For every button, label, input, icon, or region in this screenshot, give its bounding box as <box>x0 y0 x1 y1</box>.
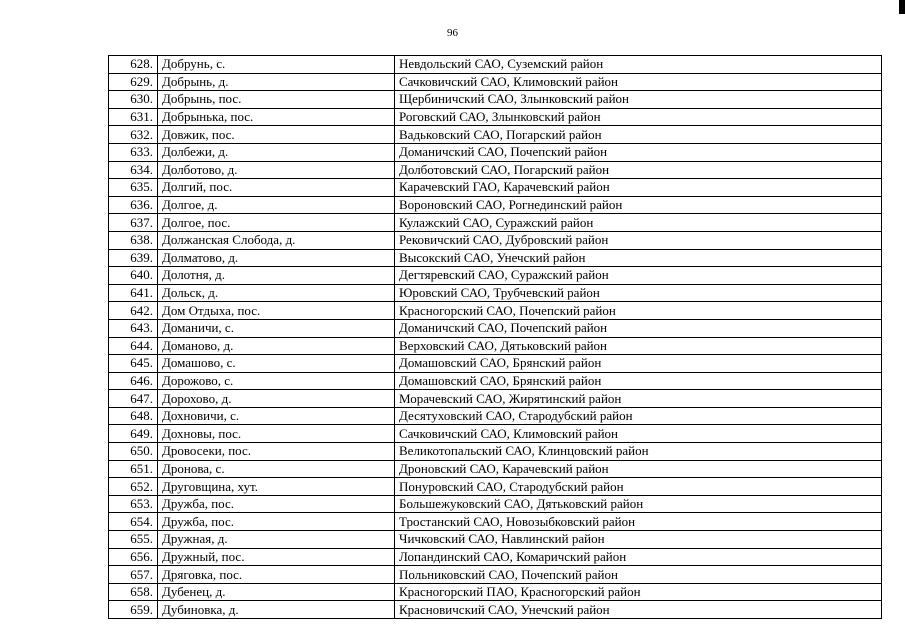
table-row <box>109 601 882 619</box>
settlement-name-cell: Дубиновка, д. <box>158 601 395 619</box>
settlement-name-cell: Добрынь, пос. <box>158 91 395 109</box>
settlement-name-cell: Добрунь, с. <box>158 56 395 74</box>
row-number-cell: 631. <box>109 108 158 126</box>
administrative-unit-cell: Десятуховский САО, Стародубский район <box>395 407 882 425</box>
table-row <box>109 513 882 531</box>
page-number: 96 <box>447 27 458 39</box>
row-number-cell: 643. <box>109 319 158 337</box>
row-number-cell: 654. <box>109 513 158 531</box>
row-number-cell: 657. <box>109 566 158 584</box>
settlement-name-cell: Дохновичи, с. <box>158 407 395 425</box>
row-number-cell: 646. <box>109 372 158 390</box>
administrative-unit-cell: Понуровский САО, Стародубский район <box>395 478 882 496</box>
administrative-unit-cell: Домашовский САО, Брянский район <box>395 355 882 373</box>
table-row <box>109 425 882 443</box>
row-number-cell: 632. <box>109 126 158 144</box>
settlement-name-cell: Дорожово, с. <box>158 372 395 390</box>
administrative-unit-cell: Красногорский ПАО, Красногорский район <box>395 583 882 601</box>
table-row <box>109 478 882 496</box>
table-row <box>109 284 882 302</box>
administrative-unit-cell: Лопандинский САО, Комаричский район <box>395 548 882 566</box>
administrative-unit-cell: Доманичский САО, Почепский район <box>395 319 882 337</box>
row-number-cell: 641. <box>109 284 158 302</box>
administrative-unit-cell: Юровский САО, Трубчевский район <box>395 284 882 302</box>
settlement-name-cell: Доманичи, с. <box>158 319 395 337</box>
table-row <box>109 337 882 355</box>
administrative-unit-cell: Вадьковский САО, Погарский район <box>395 126 882 144</box>
settlement-name-cell: Долгий, пос. <box>158 179 395 197</box>
settlement-name-cell: Дубенец, д. <box>158 583 395 601</box>
settlement-name-cell: Доманово, д. <box>158 337 395 355</box>
administrative-unit-cell: Доманичский САО, Почепский район <box>395 143 882 161</box>
row-number-cell: 645. <box>109 355 158 373</box>
administrative-unit-cell: Красногорский САО, Почепский район <box>395 302 882 320</box>
row-number-cell: 644. <box>109 337 158 355</box>
administrative-unit-cell: Вороновский САО, Рогнединский район <box>395 196 882 214</box>
row-number-cell: 650. <box>109 443 158 461</box>
table-row <box>109 460 882 478</box>
table-row <box>109 73 882 91</box>
administrative-unit-cell: Чичковский САО, Навлинский район <box>395 531 882 549</box>
settlements-table <box>108 55 882 619</box>
settlement-name-cell: Друговщина, хут. <box>158 478 395 496</box>
administrative-unit-cell: Большежуковский САО, Дятьковский район <box>395 495 882 513</box>
administrative-unit-cell: Тростанский САО, Новозыбковский район <box>395 513 882 531</box>
row-number-cell: 649. <box>109 425 158 443</box>
administrative-unit-cell: Верховский САО, Дятьковский район <box>395 337 882 355</box>
settlement-name-cell: Дохновы, пос. <box>158 425 395 443</box>
table-row <box>109 302 882 320</box>
administrative-unit-cell: Карачевский ГАО, Карачевский район <box>395 179 882 197</box>
administrative-unit-cell: Польниковский САО, Почепский район <box>395 566 882 584</box>
table-row <box>109 355 882 373</box>
row-number-cell: 655. <box>109 531 158 549</box>
scan-edge-mark <box>899 0 905 14</box>
settlement-name-cell: Дом Отдыха, пос. <box>158 302 395 320</box>
settlement-name-cell: Довжик, пос. <box>158 126 395 144</box>
table-row <box>109 495 882 513</box>
row-number-cell: 658. <box>109 583 158 601</box>
administrative-unit-cell: Морачевский САО, Жирятинский район <box>395 390 882 408</box>
settlement-name-cell: Домашово, с. <box>158 355 395 373</box>
table-row <box>109 583 882 601</box>
table-row <box>109 566 882 584</box>
table-body <box>109 56 882 619</box>
row-number-cell: 634. <box>109 161 158 179</box>
administrative-unit-cell: Роговский САО, Злынковский район <box>395 108 882 126</box>
row-number-cell: 647. <box>109 390 158 408</box>
administrative-unit-cell: Великотопальский САО, Клинцовский район <box>395 443 882 461</box>
administrative-unit-cell: Кулажский САО, Суражский район <box>395 214 882 232</box>
row-number-cell: 638. <box>109 231 158 249</box>
settlement-name-cell: Дольск, д. <box>158 284 395 302</box>
table-row <box>109 231 882 249</box>
administrative-unit-cell: Дроновский САО, Карачевский район <box>395 460 882 478</box>
administrative-unit-cell: Красновичский САО, Унечский район <box>395 601 882 619</box>
settlement-name-cell: Долматово, д. <box>158 249 395 267</box>
settlement-name-cell: Дружная, д. <box>158 531 395 549</box>
row-number-cell: 640. <box>109 267 158 285</box>
administrative-unit-cell: Невдольский САО, Суземский район <box>395 56 882 74</box>
administrative-unit-cell: Высокский САО, Унечский район <box>395 249 882 267</box>
table-row <box>109 161 882 179</box>
settlement-name-cell: Дряговка, пос. <box>158 566 395 584</box>
row-number-cell: 630. <box>109 91 158 109</box>
row-number-cell: 635. <box>109 179 158 197</box>
table-row <box>109 249 882 267</box>
table-row <box>109 56 882 74</box>
table-row <box>109 214 882 232</box>
table-row <box>109 443 882 461</box>
row-number-cell: 656. <box>109 548 158 566</box>
settlement-name-cell: Дружный, пос. <box>158 548 395 566</box>
settlement-name-cell: Долботово, д. <box>158 161 395 179</box>
table-row <box>109 126 882 144</box>
row-number-cell: 651. <box>109 460 158 478</box>
row-number-cell: 637. <box>109 214 158 232</box>
table-row <box>109 319 882 337</box>
administrative-unit-cell: Домашовский САО, Брянский район <box>395 372 882 390</box>
row-number-cell: 636. <box>109 196 158 214</box>
table-row <box>109 143 882 161</box>
row-number-cell: 648. <box>109 407 158 425</box>
table-row <box>109 390 882 408</box>
administrative-unit-cell: Сачковичский САО, Климовский район <box>395 425 882 443</box>
table-row <box>109 179 882 197</box>
row-number-cell: 642. <box>109 302 158 320</box>
table-row <box>109 548 882 566</box>
administrative-unit-cell: Рековичский САО, Дубровский район <box>395 231 882 249</box>
table-row <box>109 531 882 549</box>
table-row <box>109 267 882 285</box>
row-number-cell: 639. <box>109 249 158 267</box>
settlement-name-cell: Долгое, д. <box>158 196 395 214</box>
settlement-name-cell: Добрынь, д. <box>158 73 395 91</box>
settlement-name-cell: Долгое, пос. <box>158 214 395 232</box>
administrative-unit-cell: Дегтяревский САО, Суражский район <box>395 267 882 285</box>
settlement-name-cell: Добрынька, пос. <box>158 108 395 126</box>
settlement-name-cell: Должанская Слобода, д. <box>158 231 395 249</box>
table-row <box>109 91 882 109</box>
settlement-name-cell: Дронова, с. <box>158 460 395 478</box>
row-number-cell: 652. <box>109 478 158 496</box>
settlement-name-cell: Долотня, д. <box>158 267 395 285</box>
table-row <box>109 196 882 214</box>
settlement-name-cell: Дровосеки, пос. <box>158 443 395 461</box>
administrative-unit-cell: Долботовский САО, Погарский район <box>395 161 882 179</box>
administrative-unit-cell: Сачковичский САО, Климовский район <box>395 73 882 91</box>
table-row <box>109 407 882 425</box>
row-number-cell: 659. <box>109 601 158 619</box>
administrative-unit-cell: Щербиничский САО, Злынковский район <box>395 91 882 109</box>
settlement-name-cell: Дорохово, д. <box>158 390 395 408</box>
table-row <box>109 372 882 390</box>
table-row <box>109 108 882 126</box>
row-number-cell: 629. <box>109 73 158 91</box>
settlement-name-cell: Долбежи, д. <box>158 143 395 161</box>
row-number-cell: 653. <box>109 495 158 513</box>
settlement-name-cell: Дружба, пос. <box>158 513 395 531</box>
row-number-cell: 628. <box>109 56 158 74</box>
settlement-name-cell: Дружба, пос. <box>158 495 395 513</box>
row-number-cell: 633. <box>109 143 158 161</box>
